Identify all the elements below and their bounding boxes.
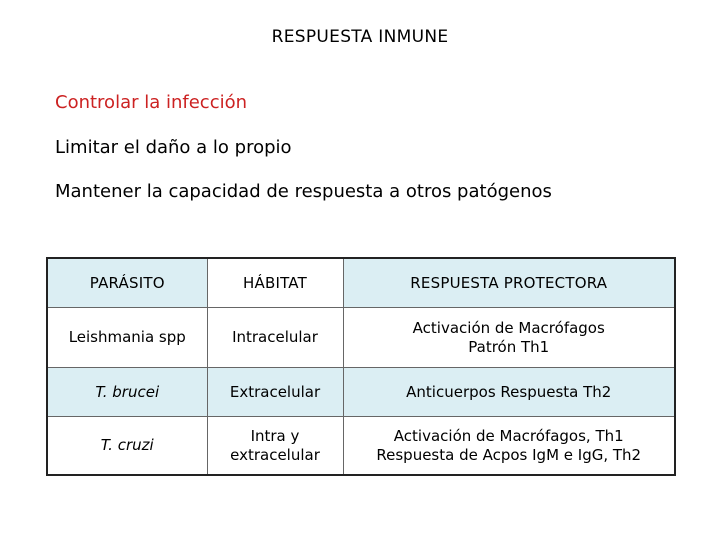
habitat-line: extracelular xyxy=(230,445,320,464)
point-control-infection: Controlar la infección xyxy=(55,92,248,113)
header-habitat: HÁBITAT xyxy=(207,258,343,308)
response-line: Anticuerpos Respuesta Th2 xyxy=(406,382,612,401)
table-row xyxy=(47,368,675,417)
habitat-line: Extracelular xyxy=(229,382,321,401)
cell-response xyxy=(343,368,675,417)
slide-title: RESPUESTA INMUNE xyxy=(271,27,449,47)
header-parasite: PARÁSITO xyxy=(47,258,207,308)
point-maintain-capacity: Mantener la capacidad de respuesta a otros patógenos xyxy=(55,181,552,202)
parasite-table xyxy=(46,257,676,476)
cell-parasite: Leishmania spp xyxy=(47,308,207,368)
cell-habitat xyxy=(207,417,343,476)
response-line: Activación de Macrófagos xyxy=(412,318,605,337)
habitat-line: Intra y xyxy=(250,426,300,445)
cell-parasite: T. cruzi xyxy=(47,417,207,476)
response-line: Patrón Th1 xyxy=(468,337,550,356)
cell-response xyxy=(343,417,675,476)
cell-habitat xyxy=(207,308,343,368)
response-line: Activación de Macrófagos, Th1 xyxy=(393,426,624,445)
response-line: Respuesta de Acpos IgM e IgG, Th2 xyxy=(376,445,642,464)
table-header-row xyxy=(47,258,675,308)
table-row xyxy=(47,308,675,368)
table-row xyxy=(47,417,675,476)
habitat-line: Intracelular xyxy=(232,328,318,346)
point-limit-damage: Limitar el daño a lo propio xyxy=(55,137,292,158)
header-response: RESPUESTA PROTECTORA xyxy=(343,258,675,308)
cell-parasite: T. brucei xyxy=(47,368,207,417)
cell-response xyxy=(343,308,675,368)
cell-habitat xyxy=(207,368,343,417)
